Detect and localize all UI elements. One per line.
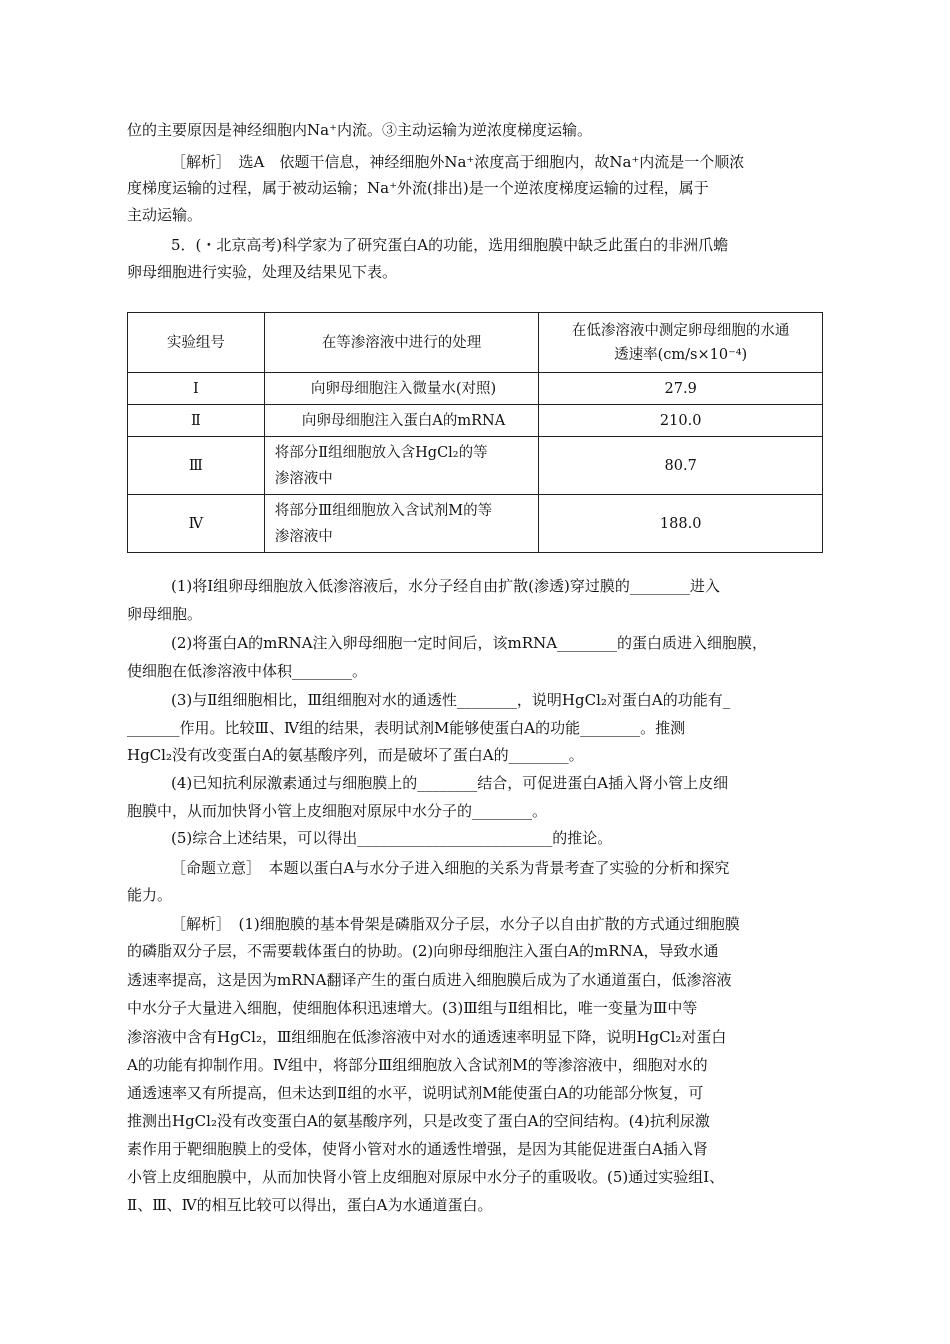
subq-4-line-2: 胞膜中，从而加快肾小管上皮细胞对原尿中水分子的________。	[127, 802, 548, 820]
question-line-2: 卵母细胞进行实验，处理及结果见下表。	[127, 263, 398, 281]
analysis-line-6: A的功能有抑制作用。Ⅳ组中，将部分Ⅲ组细胞放入含试剂M的等渗溶液中，细胞对水的	[127, 1056, 708, 1074]
analysis-line-3: 透速率提高，这是因为mRNA翻译产生的蛋白质进入细胞膜后成为了水通道蛋白，低渗溶液	[127, 971, 732, 989]
row-group: Ⅳ	[128, 495, 265, 553]
subq-3-line-2: _______作用。比较Ⅲ、Ⅳ组的结果，表明试剂M能够使蛋白A的功能________。推测	[127, 719, 686, 737]
row-treatment: 向卵母细胞注入蛋白A的mRNA	[264, 405, 539, 437]
intent-line-2: 能力。	[127, 886, 173, 904]
row-rate: 27.9	[539, 373, 823, 405]
intent-line-1: ［命题立意］ 本题以蛋白A与水分子进入细胞的关系为背景考查了实验的分析和探究	[171, 859, 730, 877]
header-rate-line-2: 透速率(cm/s×10⁻⁴)	[614, 346, 748, 363]
row-treatment-line-1: 将部分Ⅲ组细胞放入含试剂M的等	[274, 502, 493, 519]
analysis-line-9: 素作用于靶细胞膜上的受体，使肾小管对水的通透性增强，是因为其能促进蛋白A插入肾	[127, 1140, 708, 1158]
subq-5-line: (5)综合上述结果，可以得出__________________________的推论。	[171, 829, 613, 847]
intro-line-1: 位的主要原因是神经细胞内Na⁺内流。③主动运输为逆浓度梯度运输。	[127, 121, 592, 139]
analysis-line-8: 推测出HgCl₂没有改变蛋白A的氨基酸序列，只是改变了蛋白A的空间结构。(4)抗利尿激	[127, 1112, 710, 1130]
row-treatment-line-2: 渗溶液中	[274, 528, 333, 545]
row-group: Ⅱ	[128, 405, 265, 437]
analysis-line-11: Ⅱ、Ⅲ、Ⅳ的相互比较可以得出，蛋白A为水通道蛋白。	[127, 1196, 493, 1214]
intro-line-2: ［解析］ 选A 依题干信息，神经细胞外Na⁺浓度高于细胞内，故Na⁺内流是一个顺浓	[171, 153, 745, 171]
subq-4-line-1: (4)已知抗利尿激素通过与细胞膜上的________结合，可促进蛋白A插入肾小管上皮细	[171, 774, 729, 792]
row-treatment	[264, 495, 539, 553]
row-rate: 210.0	[539, 405, 823, 437]
subq-1-line-2: 卵母细胞。	[127, 605, 203, 623]
row-treatment-line-1: 将部分Ⅱ组细胞放入含HgCl₂的等	[274, 444, 488, 461]
intro-line-3: 度梯度运输的过程，属于被动运输；Na⁺外流(排出)是一个逆浓度梯度运输的过程，属于	[127, 179, 709, 197]
analysis-line-4: 中水分子大量进入细胞，使细胞体积迅速增大。(3)Ⅲ组与Ⅱ组相比，唯一变量为Ⅲ中等	[127, 999, 698, 1017]
question-line-1: 5．(・北京高考)科学家为了研究蛋白A的功能，选用细胞膜中缺乏此蛋白的非洲爪蟾	[171, 236, 729, 254]
table-header-row	[128, 313, 823, 373]
row-rate: 80.7	[539, 437, 823, 495]
subq-2-line-2: 使细胞在低渗溶液中体积________。	[127, 662, 368, 680]
subq-1-line-1: (1)将Ⅰ组卵母细胞放入低渗溶液后，水分子经自由扩散(渗透)穿过膜的________进入	[171, 577, 720, 595]
row-treatment-line-2: 渗溶液中	[274, 470, 333, 487]
subq-3-line-3: HgCl₂没有改变蛋白A的氨基酸序列，而是破坏了蛋白A的________。	[127, 746, 584, 764]
subq-2-line-1: (2)将蛋白A的mRNA注入卵母细胞一定时间后，该mRNA________的蛋白质进入细胞膜，	[171, 634, 768, 652]
table-row	[128, 405, 823, 437]
table-row	[128, 373, 823, 405]
table-row	[128, 495, 823, 553]
experiment-table	[127, 312, 823, 553]
row-group: Ⅰ	[128, 373, 265, 405]
analysis-line-10: 小管上皮细胞膜中，从而加快肾小管上皮细胞对原尿中水分子的重吸收。(5)通过实验组Ⅰ、	[127, 1168, 725, 1186]
row-group: Ⅲ	[128, 437, 265, 495]
row-rate: 188.0	[539, 495, 823, 553]
row-treatment	[264, 437, 539, 495]
analysis-line-1: ［解析］ (1)细胞膜的基本骨架是磷脂双分子层，水分子以自由扩散的方式通过细胞膜	[171, 915, 740, 933]
header-treatment: 在等渗溶液中进行的处理	[264, 313, 539, 373]
row-treatment: 向卵母细胞注入微量水(对照)	[264, 373, 539, 405]
analysis-line-2: 的磷脂双分子层，不需要载体蛋白的协助。(2)向卵母细胞注入蛋白A的mRNA，导致水通	[127, 942, 719, 960]
header-rate-line-1: 在低渗溶液中测定卵母细胞的水通	[571, 322, 790, 339]
table-row	[128, 437, 823, 495]
subq-3-line-1: (3)与Ⅱ组细胞相比，Ⅲ组细胞对水的通透性________，说明HgCl₂对蛋白A的功能有_	[171, 691, 731, 709]
analysis-line-5: 渗溶液中含有HgCl₂，Ⅲ组细胞在低渗溶液中对水的通透速率明显下降，说明HgCl₂对蛋白	[127, 1028, 727, 1046]
header-group: 实验组号	[128, 313, 265, 373]
analysis-line-7: 通透速率又有所提高，但未达到Ⅱ组的水平，说明试剂M能使蛋白A的功能部分恢复，可	[127, 1084, 704, 1102]
header-rate	[539, 313, 823, 373]
intro-line-4: 主动运输。	[127, 206, 203, 224]
